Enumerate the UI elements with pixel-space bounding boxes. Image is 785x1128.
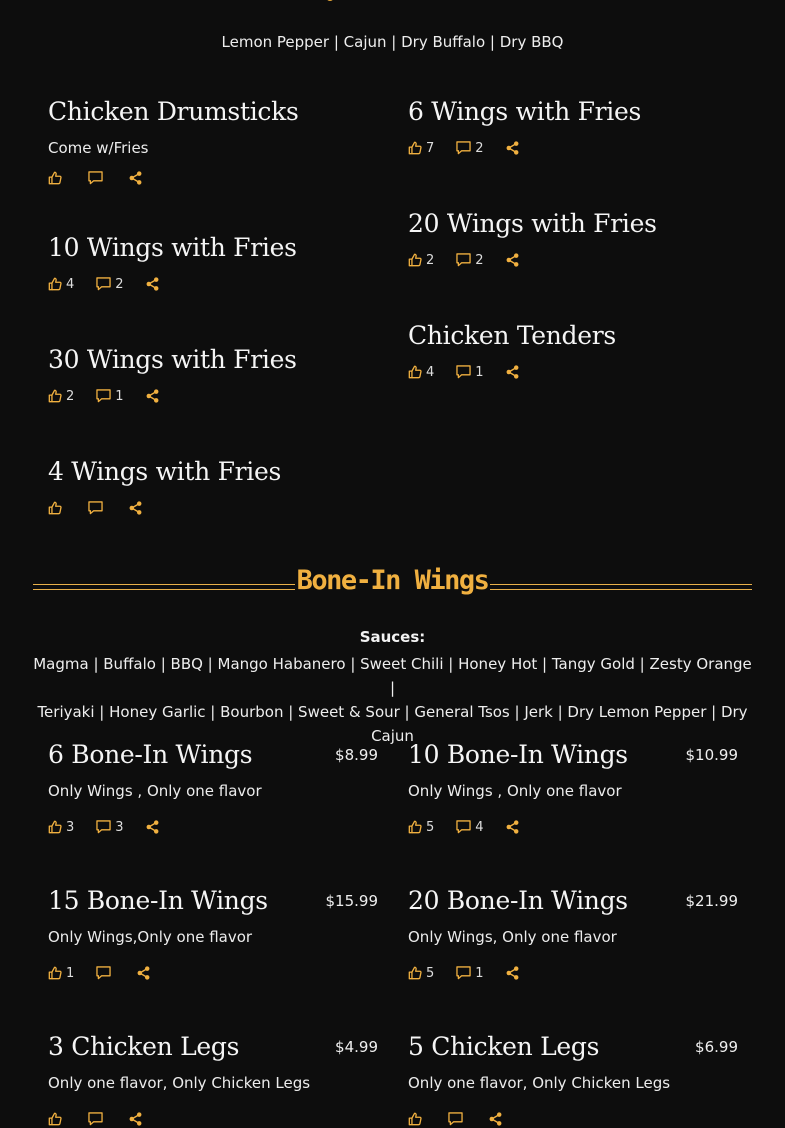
like-button[interactable]: 4 bbox=[408, 365, 434, 380]
comment-icon bbox=[88, 1112, 103, 1126]
thumbs-up-icon bbox=[48, 966, 62, 980]
menu-item[interactable] bbox=[48, 233, 388, 293]
item-description: Only one flavor, Only Chicken Legs bbox=[48, 1074, 311, 1092]
share-button[interactable] bbox=[489, 1112, 502, 1126]
menu-item[interactable] bbox=[408, 97, 748, 157]
like-button[interactable] bbox=[48, 171, 66, 185]
like-button[interactable]: 3 bbox=[48, 820, 74, 835]
comment-icon bbox=[448, 1112, 463, 1126]
like-button[interactable]: 2 bbox=[408, 253, 434, 268]
share-icon bbox=[506, 966, 519, 980]
menu-item[interactable] bbox=[48, 457, 388, 517]
menu-item[interactable] bbox=[408, 1032, 738, 1128]
comment-button[interactable]: 2 bbox=[456, 253, 483, 268]
share-icon bbox=[506, 820, 519, 834]
menu-column-right bbox=[408, 97, 748, 157]
item-price: $10.99 bbox=[685, 746, 738, 764]
thumbs-up-icon bbox=[408, 141, 422, 155]
comment-icon bbox=[456, 966, 471, 980]
comment-icon bbox=[456, 365, 471, 379]
item-title: 20 Wings with Fries bbox=[408, 209, 657, 238]
section-heading bbox=[0, 563, 785, 605]
item-title: Chicken Tenders bbox=[408, 321, 616, 350]
menu-item[interactable] bbox=[408, 740, 738, 836]
share-icon bbox=[506, 253, 519, 267]
item-description: Only Wings , Only one flavor bbox=[48, 782, 262, 800]
menu-column-left bbox=[48, 233, 388, 293]
item-actions bbox=[48, 387, 388, 405]
item-title: 10 Bone-In Wings bbox=[408, 740, 628, 769]
comment-button[interactable] bbox=[88, 171, 107, 185]
thumbs-up-icon bbox=[48, 171, 62, 185]
comment-button[interactable]: 1 bbox=[96, 389, 123, 404]
share-icon bbox=[129, 171, 142, 185]
item-price: $21.99 bbox=[685, 892, 738, 910]
sauces-line: Magma | Buffalo | BBQ | Mango Habanero | Sweet Chili | Honey Hot | Tangy Gold | Zesty Orange | bbox=[33, 655, 752, 697]
comment-button[interactable] bbox=[96, 966, 115, 980]
comment-button[interactable]: 4 bbox=[456, 820, 483, 835]
share-icon bbox=[129, 501, 142, 515]
sauces-label: Sauces: bbox=[359, 628, 426, 646]
share-icon bbox=[129, 1112, 142, 1126]
like-button[interactable]: 4 bbox=[48, 277, 74, 292]
share-icon bbox=[137, 966, 150, 980]
item-title: 10 Wings with Fries bbox=[48, 233, 297, 262]
menu-item[interactable] bbox=[408, 886, 738, 982]
comment-icon bbox=[456, 253, 471, 267]
item-actions bbox=[408, 818, 738, 836]
wing-flavors-list: Lemon Pepper | Cajun | Dry Buffalo | Dry BBQ bbox=[221, 33, 564, 51]
comment-button[interactable] bbox=[448, 1112, 467, 1126]
thumbs-up-icon bbox=[48, 277, 62, 291]
comment-button[interactable] bbox=[88, 1112, 107, 1126]
item-actions bbox=[408, 1110, 738, 1128]
item-title: Chicken Drumsticks bbox=[48, 97, 299, 126]
comment-icon bbox=[88, 501, 103, 515]
menu-column-left bbox=[48, 457, 388, 517]
like-button[interactable] bbox=[48, 501, 66, 515]
item-actions bbox=[408, 964, 738, 982]
item-actions bbox=[48, 964, 378, 982]
menu-column-left bbox=[48, 345, 388, 405]
like-button[interactable] bbox=[48, 1112, 66, 1126]
top-cut-off-text bbox=[195, 0, 595, 4]
like-button[interactable]: 7 bbox=[408, 141, 434, 156]
item-description: Only Wings,Only one flavor bbox=[48, 928, 253, 946]
menu-column-right bbox=[408, 321, 748, 381]
thumbs-up-icon bbox=[408, 1112, 422, 1126]
share-button[interactable] bbox=[129, 171, 142, 185]
comment-icon bbox=[96, 966, 111, 980]
share-icon bbox=[506, 365, 519, 379]
comment-button[interactable]: 1 bbox=[456, 966, 483, 981]
item-description: Come w/Fries bbox=[48, 139, 149, 157]
share-button[interactable] bbox=[506, 141, 519, 155]
like-button[interactable]: 2 bbox=[48, 389, 74, 404]
thumbs-up-icon bbox=[48, 389, 62, 403]
item-price: $6.99 bbox=[695, 1038, 738, 1056]
like-button[interactable]: 1 bbox=[48, 966, 74, 981]
thumbs-up-icon bbox=[48, 1112, 62, 1126]
item-actions bbox=[48, 275, 388, 293]
item-title: 20 Bone-In Wings bbox=[408, 886, 628, 915]
share-icon bbox=[146, 277, 159, 291]
like-button[interactable] bbox=[408, 1112, 426, 1126]
menu-item[interactable] bbox=[48, 345, 388, 405]
item-description: Only Wings , Only one flavor bbox=[408, 782, 622, 800]
comment-button[interactable]: 1 bbox=[456, 365, 483, 380]
share-button[interactable] bbox=[506, 820, 519, 834]
share-icon bbox=[146, 389, 159, 403]
item-actions bbox=[48, 499, 388, 517]
comment-button[interactable]: 2 bbox=[96, 277, 123, 292]
item-price: $15.99 bbox=[325, 892, 378, 910]
menu-item[interactable] bbox=[48, 1032, 378, 1128]
item-price: $8.99 bbox=[335, 746, 378, 764]
sauces-line: Teriyaki | Honey Garlic | Bourbon | Sweet & Sour | General Tsos | Jerk | Dry Lemon Pepper | Dry Cajun bbox=[37, 703, 748, 745]
share-button[interactable] bbox=[146, 277, 159, 291]
thumbs-up-icon bbox=[48, 501, 62, 515]
menu-item[interactable] bbox=[408, 321, 748, 381]
comment-icon bbox=[96, 277, 111, 291]
share-button[interactable] bbox=[146, 389, 159, 403]
item-title: 6 Wings with Fries bbox=[408, 97, 641, 126]
section-title: Bone-In Wings bbox=[296, 565, 489, 596]
item-actions bbox=[48, 169, 388, 187]
item-actions bbox=[408, 251, 748, 269]
comment-button[interactable] bbox=[88, 501, 107, 515]
share-button[interactable] bbox=[129, 501, 142, 515]
comment-icon bbox=[96, 389, 111, 403]
item-actions bbox=[48, 818, 378, 836]
item-price: $4.99 bbox=[335, 1038, 378, 1056]
item-description: Only Wings, Only one flavor bbox=[408, 928, 617, 946]
item-title: 4 Wings with Fries bbox=[48, 457, 281, 486]
comment-icon bbox=[96, 820, 111, 834]
share-icon bbox=[506, 141, 519, 155]
comment-icon bbox=[456, 141, 471, 155]
item-title: 15 Bone-In Wings bbox=[48, 886, 268, 915]
comment-button[interactable]: 3 bbox=[96, 820, 123, 835]
share-icon bbox=[146, 820, 159, 834]
share-button[interactable] bbox=[506, 966, 519, 980]
item-title: 30 Wings with Fries bbox=[48, 345, 297, 374]
comment-button[interactable]: 2 bbox=[456, 141, 483, 156]
share-button[interactable] bbox=[137, 966, 150, 980]
comment-icon bbox=[88, 171, 103, 185]
menu-item[interactable] bbox=[48, 97, 388, 187]
thumbs-up-icon bbox=[408, 820, 422, 834]
item-title: 5 Chicken Legs bbox=[408, 1032, 600, 1061]
share-icon bbox=[489, 1112, 502, 1126]
menu-item[interactable] bbox=[48, 740, 378, 836]
comment-icon bbox=[456, 820, 471, 834]
thumbs-up-icon bbox=[408, 253, 422, 267]
share-button[interactable] bbox=[146, 820, 159, 834]
share-button[interactable] bbox=[506, 365, 519, 379]
share-button[interactable] bbox=[506, 253, 519, 267]
item-actions bbox=[48, 1110, 378, 1128]
menu-column-right bbox=[408, 209, 748, 269]
thumbs-up-icon bbox=[408, 966, 422, 980]
sauces-list bbox=[30, 652, 755, 748]
item-title: 3 Chicken Legs bbox=[48, 1032, 240, 1061]
like-button[interactable]: 5 bbox=[408, 820, 434, 835]
menu-item[interactable] bbox=[408, 209, 748, 269]
menu-column-left bbox=[48, 97, 388, 187]
like-button[interactable]: 5 bbox=[408, 966, 434, 981]
item-description: Only one flavor, Only Chicken Legs bbox=[408, 1074, 671, 1092]
item-actions bbox=[408, 139, 748, 157]
menu-item[interactable] bbox=[48, 886, 378, 982]
thumbs-up-icon bbox=[48, 820, 62, 834]
item-title: 6 Bone-In Wings bbox=[48, 740, 253, 769]
thumbs-up-icon bbox=[408, 365, 422, 379]
item-actions bbox=[408, 363, 748, 381]
share-button[interactable] bbox=[129, 1112, 142, 1126]
